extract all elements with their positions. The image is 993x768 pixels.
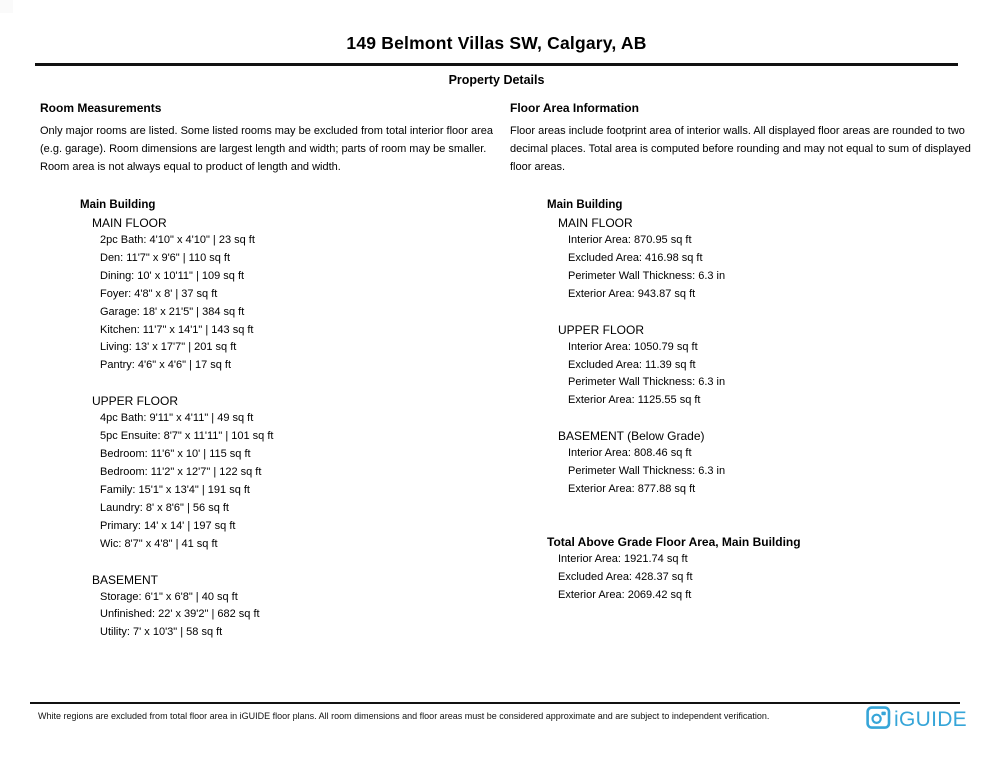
description-line: Only major rooms are listed. Some listed rooms may be excluded from total interior floor area [40, 125, 494, 137]
footer-disclaimer: White regions are excluded from total floor area in iGUIDE floor plans. All room dimensions and floor areas must be considered approximate and are subject to independent verification. [38, 711, 770, 721]
floor-area-main-floor [558, 214, 970, 304]
building-name: Main Building [547, 199, 623, 211]
room-measurement: Storage: 6'1" x 6'8" | 40 sq ft [100, 590, 238, 603]
stat-list [568, 232, 970, 304]
total-above-grade-section [547, 533, 970, 605]
total-above-grade-heading: Total Above Grade Floor Area, Main Building [547, 534, 801, 549]
corner-artifact [0, 0, 13, 13]
room-measurement: 4pc Bath: 9'11" x 4'11" | 49 sq ft [100, 412, 254, 425]
room-measurement: Bedroom: 11'2" x 12'7" | 122 sq ft [100, 465, 262, 478]
iguide-camera-icon [866, 705, 891, 735]
room-list [100, 232, 492, 375]
room-measurement: Wic: 8'7" x 4'8" | 41 sq ft [100, 537, 218, 550]
total-stat: Excluded Area: 428.37 sq ft [558, 570, 693, 583]
floor-area-stat: Interior Area: 808.46 sq ft [568, 447, 692, 460]
floor-area-heading: Floor Area Information [510, 101, 639, 115]
footer-divider [30, 702, 960, 704]
floor-area-stat: Interior Area: 1050.79 sq ft [568, 340, 698, 353]
floor-area-basement [558, 427, 970, 499]
floor-name: UPPER FLOOR [558, 322, 645, 337]
total-stat: Interior Area: 1921.74 sq ft [558, 552, 688, 565]
floor-area-stat: Perimeter Wall Thickness: 6.3 in [568, 376, 726, 389]
room-measurements-heading: Room Measurements [40, 101, 162, 115]
floor-name: MAIN FLOOR [92, 216, 167, 230]
floor-area-stat: Perimeter Wall Thickness: 6.3 in [568, 465, 726, 478]
room-measurement: Unfinished: 22' x 39'2" | 682 sq ft [100, 608, 260, 621]
room-measurement: Primary: 14' x 14' | 197 sq ft [100, 519, 236, 532]
floor-name: BASEMENT (Below Grade) [558, 429, 705, 444]
room-measurements-section [40, 101, 492, 642]
room-measurement: Utility: 7' x 10'3" | 58 sq ft [100, 626, 223, 639]
room-measurement: Bedroom: 11'6" x 10' | 115 sq ft [100, 448, 251, 461]
room-measurement: Dining: 10' x 10'11" | 109 sq ft [100, 269, 245, 282]
room-measurement: 5pc Ensuite: 8'7" x 11'11" | 101 sq ft [100, 430, 274, 443]
page-title: 149 Belmont Villas SW, Calgary, AB [346, 33, 647, 53]
room-measurement: Pantry: 4'6" x 4'6" | 17 sq ft [100, 359, 232, 372]
room-measurement: Laundry: 8' x 8'6" | 56 sq ft [100, 501, 229, 514]
room-measurement: Living: 13' x 17'7" | 201 sq ft [100, 341, 237, 354]
room-measurement: Family: 15'1" x 13'4" | 191 sq ft [100, 483, 250, 496]
description-line: floor areas. [510, 161, 566, 173]
floor-area-stat: Interior Area: 870.95 sq ft [568, 234, 692, 246]
floor-section-basement [92, 571, 492, 643]
floor-area-description [510, 122, 970, 176]
floor-name: BASEMENT [92, 572, 159, 587]
total-stat-list [558, 551, 970, 605]
floor-name: MAIN FLOOR [558, 216, 633, 230]
floor-area-stat: Exterior Area: 943.87 sq ft [568, 287, 696, 300]
description-line: decimal places. Total area is computed before rounding and may not equal to sum of displayed [510, 143, 971, 155]
floor-area-stat: Excluded Area: 11.39 sq ft [568, 358, 696, 371]
description-line: (e.g. garage). Room dimensions are largest length and width; parts of room may be smaller. [40, 143, 487, 155]
floor-area-stat: Exterior Area: 1125.55 sq ft [568, 394, 701, 407]
room-measurement: Den: 11'7" x 9'6" | 110 sq ft [100, 251, 231, 264]
room-measurement: Foyer: 4'8" x 8' | 37 sq ft [100, 287, 218, 300]
room-list [100, 410, 492, 553]
floor-area-information-section [510, 101, 970, 605]
iguide-logo [866, 705, 967, 735]
description-line: Floor areas include footprint area of interior walls. All displayed floor areas are rounded to two [510, 125, 965, 137]
room-measurements-description [40, 122, 492, 176]
total-stat: Exterior Area: 2069.42 sq ft [558, 588, 692, 601]
floor-name: UPPER FLOOR [92, 394, 179, 409]
floor-area-upper-floor [558, 321, 970, 411]
building-name: Main Building [80, 199, 156, 211]
room-measurement: Kitchen: 11'7" x 14'1" | 143 sq ft [100, 323, 254, 336]
header-divider [35, 63, 958, 66]
floor-section-main-floor [92, 214, 492, 375]
header [0, 33, 993, 87]
room-measurements-building [80, 196, 492, 642]
description-line: Room area is not always equal to product of length and width. [40, 161, 341, 173]
floor-area-stat: Exterior Area: 877.88 sq ft [568, 483, 696, 496]
floor-section-upper-floor [92, 392, 492, 553]
stat-list [568, 339, 970, 411]
iguide-logo-text: iGUIDE [894, 708, 967, 731]
floor-area-stat: Excluded Area: 416.98 sq ft [568, 251, 703, 264]
room-measurement: Garage: 18' x 21'5" | 384 sq ft [100, 305, 245, 318]
page-subtitle: Property Details [448, 72, 545, 87]
floor-area-building [547, 196, 970, 499]
room-measurement: 2pc Bath: 4'10" x 4'10" | 23 sq ft [100, 234, 255, 246]
floor-area-stat: Perimeter Wall Thickness: 6.3 in [568, 269, 726, 282]
room-list [100, 589, 492, 643]
stat-list [568, 445, 970, 499]
